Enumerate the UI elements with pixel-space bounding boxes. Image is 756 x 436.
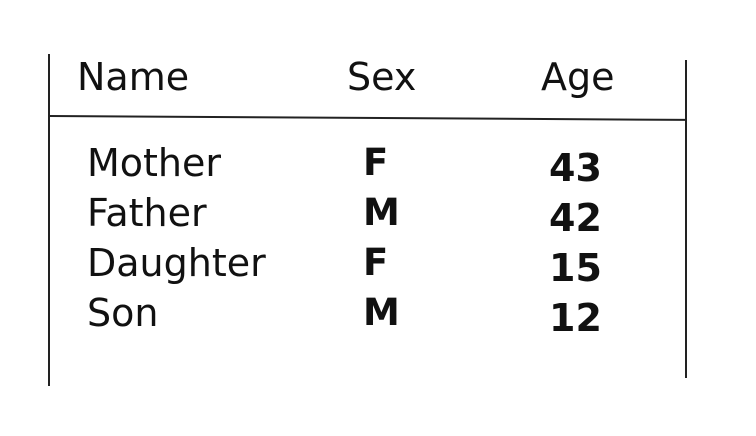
row-mother-name: Mother xyxy=(87,141,222,185)
row-mother-sex: F xyxy=(363,141,389,184)
row-son-age: 12 xyxy=(549,296,602,340)
table-right-border xyxy=(685,60,687,378)
row-daughter-age: 15 xyxy=(549,246,602,290)
header-age: Age xyxy=(541,55,615,99)
row-father-age: 42 xyxy=(549,196,602,240)
row-son-sex: M xyxy=(363,291,400,334)
row-father-sex: M xyxy=(363,191,400,234)
row-father-name: Father xyxy=(87,191,207,235)
header-sex: Sex xyxy=(347,55,417,99)
row-mother-age: 43 xyxy=(549,146,602,190)
table-left-border xyxy=(48,54,50,386)
row-daughter-sex: F xyxy=(363,241,389,284)
row-son-name: Son xyxy=(87,291,159,335)
row-daughter-name: Daughter xyxy=(87,241,266,285)
header-name: Name xyxy=(77,55,190,99)
header-divider xyxy=(50,115,686,121)
